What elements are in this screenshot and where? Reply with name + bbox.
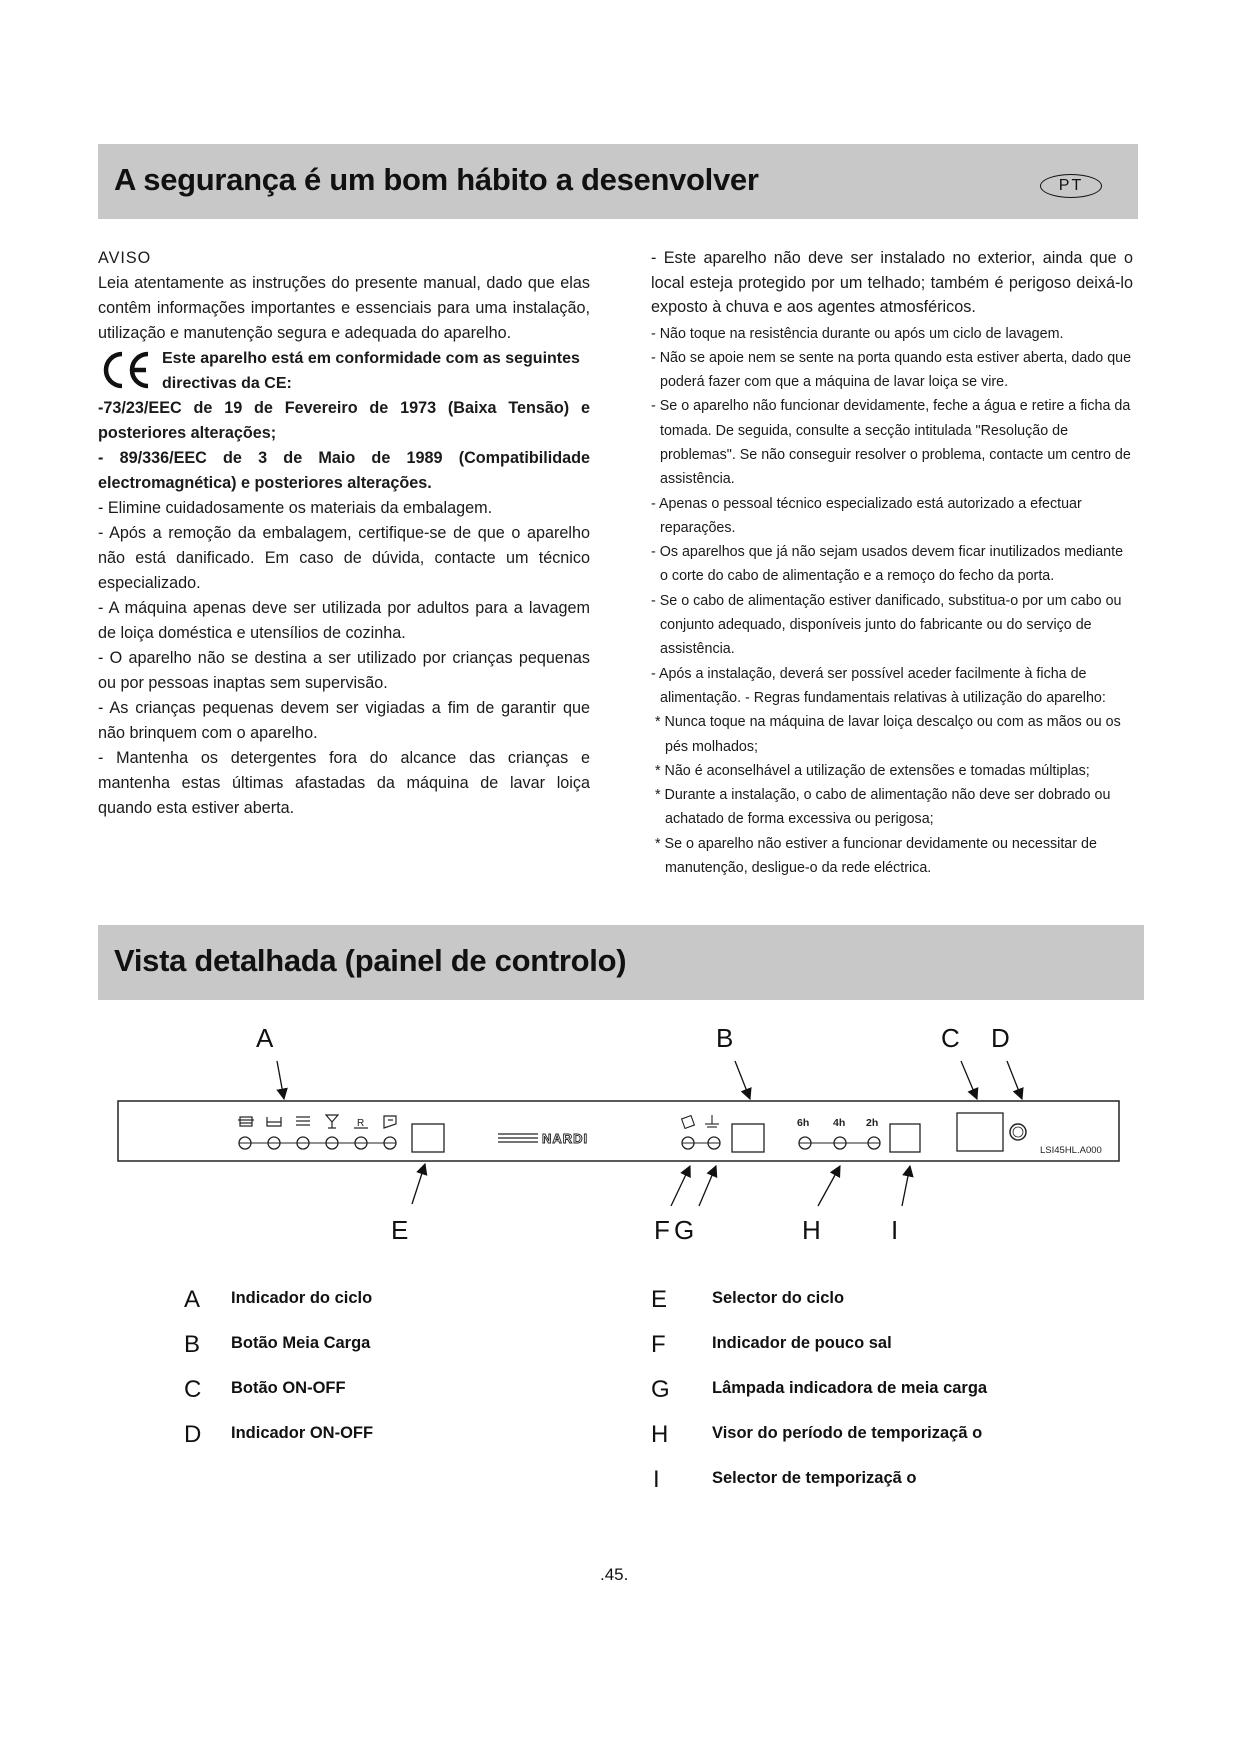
rule-item: * Se o aparelho não estiver a funcionar devidamente ou necessitar de manutenção, desligue-o da rede eléctrica.	[655, 835, 1097, 877]
legend-label: Botão Meia Carga	[231, 1334, 371, 1352]
section-banner-control-panel	[98, 925, 1144, 1000]
list-item: - Após a instalação, deverá ser possível aceder facilmente à ficha de alimentação. - Regras fundamentais relativas à utilização do aparelho:	[651, 665, 1106, 706]
legend-key: F	[651, 1331, 666, 1358]
language-badge: PT	[1040, 174, 1102, 198]
callout-i: I	[891, 1215, 899, 1245]
control-panel-diagram	[0, 1005, 1240, 1245]
callout-f: F	[654, 1215, 670, 1245]
callout-g: G	[674, 1215, 695, 1245]
legend-label: Selector de temporizaçã o	[712, 1469, 917, 1487]
list-item: - As crianças pequenas devem ser vigiadas a fim de garantir que não brinquem com o aparelho.	[98, 699, 590, 742]
legend-label: Botão ON-OFF	[231, 1379, 346, 1397]
callout-a: A	[256, 1023, 274, 1053]
list-item: - Elimine cuidadosamente os materiais da embalagem.	[98, 499, 493, 517]
callout-e: E	[391, 1215, 409, 1245]
page-number: .45.	[600, 1565, 629, 1584]
legend-key: D	[184, 1421, 202, 1448]
legend-label: Indicador de pouco sal	[712, 1334, 892, 1352]
list-item: - Se o aparelho não funcionar devidamente, feche a água e retire a ficha da tomada. De seguida, consulte a secção intitulada "Resolução de problemas". Se não conseguir resolver o problema, contacte um centro de assistência.	[651, 398, 1131, 488]
timer-label-2h: 2h	[866, 1117, 879, 1129]
callout-h: H	[802, 1215, 821, 1245]
callout-b: B	[716, 1023, 734, 1053]
list-item: - Não toque na resistência durante ou após um ciclo de lavagem.	[651, 325, 1064, 342]
section-title-control-panel: Vista detalhada (painel de controlo)	[114, 943, 627, 978]
timer-label-4h: 4h	[833, 1117, 846, 1129]
list-item: - Apenas o pessoal técnico especializado está autorizado a efectuar reparações.	[651, 495, 1082, 536]
legend-label: Lâmpada indicadora de meia carga	[712, 1379, 988, 1397]
legend-key: B	[184, 1331, 201, 1358]
legend-key: E	[651, 1286, 668, 1313]
rule-item: * Durante a instalação, o cabo de alimentação não deve ser dobrado ou achatado de forma excessiva ou perigosa;	[655, 787, 1111, 828]
warning-heading: AVISO	[98, 249, 152, 267]
legend-key: A	[184, 1286, 201, 1313]
section-banner-safety	[98, 144, 1138, 219]
right-column	[651, 246, 1133, 880]
legend-key: C	[184, 1376, 202, 1403]
ce-statement: Este aparelho está em conformidade com as seguintes directivas da CE:	[162, 350, 580, 392]
callout-d: D	[991, 1023, 1010, 1053]
list-item: - Após a remoção da embalagem, certifique-se de que o aparelho não está danificado. Em caso de dúvida, contacte um técnico especializado.	[98, 524, 590, 592]
outdoor-warning: - Este aparelho não deve ser instalado no exterior, ainda que o local esteja protegido por um telhado; também é perigoso deixá-lo exposto à chuva e aos agentes atmosféricos.	[651, 249, 1133, 316]
rinse-r-label: R	[357, 1118, 365, 1129]
legend-label: Visor do período de temporizaçã o	[712, 1424, 983, 1442]
legend-label: Indicador do ciclo	[231, 1289, 373, 1307]
list-item: - Não se apoie nem se sente na porta quando esta estiver aberta, dado que poderá fazer com que a máquina de lavar loiça se vire.	[651, 349, 1132, 391]
legend-key: G	[651, 1376, 670, 1403]
rule-item: * Não é aconselhável a utilização de extensões e tomadas múltiplas;	[655, 762, 1090, 779]
list-item: - Mantenha os detergentes fora do alcance das crianças e mantenha estas últimas afastadas da máquina de lavar loiça quando esta estiver aberta.	[98, 749, 590, 817]
legend-key: I	[653, 1466, 660, 1493]
directive-low-voltage: -73/23/EEC de 19 de Fevereiro de 1973 (Baixa Tensão) e posteriores alterações;	[98, 399, 590, 442]
callout-arrows-bottom	[412, 1164, 910, 1206]
callout-arrows-top	[277, 1061, 1022, 1099]
section-title-safety: A segurança é um bom hábito a desenvolver	[114, 162, 759, 197]
intro-paragraph: Leia atentamente as instruções do presente manual, dado que elas contêm informações importantes e essenciais para uma instalação, utilização e manutenção segura e adequada do aparelho.	[98, 274, 590, 342]
ce-mark-icon	[100, 348, 154, 392]
brand-name: NARDI	[542, 1131, 589, 1146]
on-off-button	[957, 1113, 1003, 1151]
legend-label: Selector do ciclo	[712, 1289, 845, 1307]
legend-label: Indicador ON-OFF	[231, 1424, 374, 1442]
on-off-indicator	[1010, 1124, 1026, 1140]
rule-item: * Nunca toque na máquina de lavar loiça descalço ou com as mãos ou os pés molhados;	[655, 714, 1121, 755]
list-item: - O aparelho não se destina a ser utilizado por crianças pequenas ou por pessoas inaptas sem supervisão.	[98, 649, 590, 692]
timer-selector-button	[890, 1124, 920, 1152]
half-load-button	[732, 1124, 764, 1152]
list-item: - Se o cabo de alimentação estiver danificado, substitua-o por um cabo ou conjunto adequado, disponíveis junto do fabricante ou do serviço de assistência.	[651, 592, 1122, 658]
list-item: - Os aparelhos que já não sejam usados devem ficar inutilizados mediante o corte do cabo de alimentação e a remoço do fecho da porta.	[651, 544, 1124, 585]
safety-list	[651, 322, 1133, 881]
ce-conformity-block	[98, 346, 590, 396]
timer-label-6h: 6h	[797, 1117, 810, 1129]
model-code: LSI45HL.A000	[1040, 1145, 1102, 1156]
legend-key: H	[651, 1421, 669, 1448]
list-item: - A máquina apenas deve ser utilizada por adultos para a lavagem de loiça doméstica e utensílios de cozinha.	[98, 599, 590, 642]
cycle-selector-button	[412, 1124, 444, 1152]
left-column	[98, 246, 590, 821]
callout-c: C	[941, 1023, 960, 1053]
directive-emc: - 89/336/EEC de 3 de Maio de 1989 (Compatibilidade electromagnética) e posteriores alterações.	[98, 449, 590, 492]
